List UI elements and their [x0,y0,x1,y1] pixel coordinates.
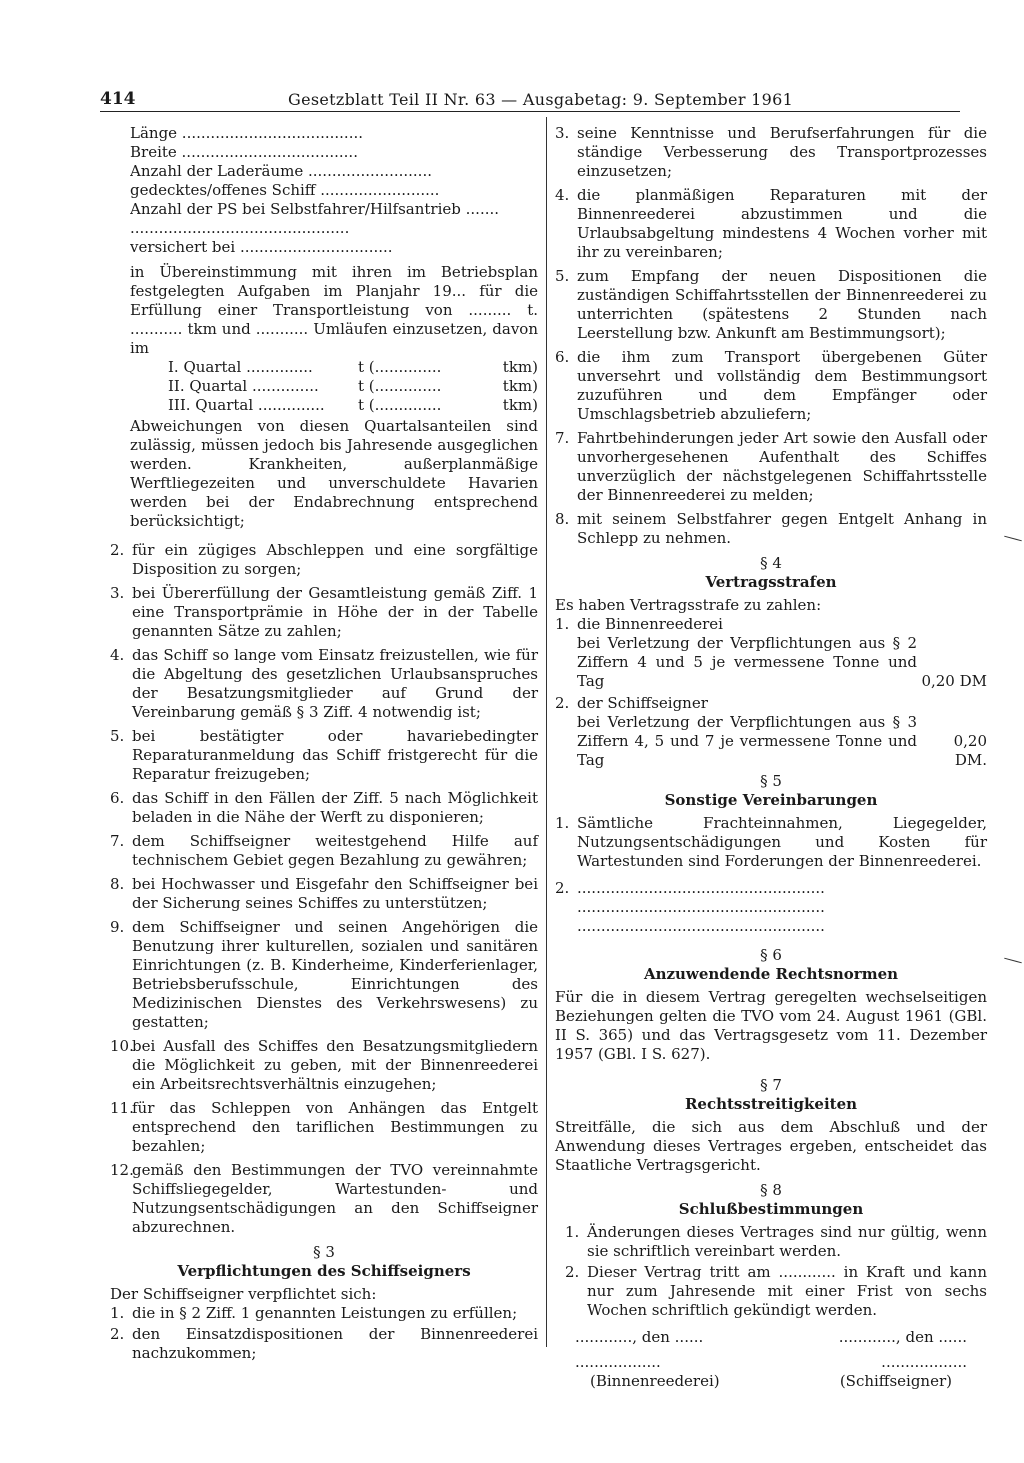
list-item [555,1263,987,1320]
signature-labels [555,1372,987,1391]
list-item [110,832,538,870]
signature-places [555,1328,987,1347]
section-number: § 8 [760,1181,782,1199]
item-number: 1. [555,615,570,633]
quarter-row [130,358,538,377]
section-title: Sonstige Vereinbarungen [664,791,878,809]
item-text: seine Kenntnisse und Berufserfahrungen für die ständige Verbesserung des Transportprozesses einzusetzen; [577,124,987,180]
item-number: 5. [555,267,570,285]
list-item [110,541,538,579]
list-item [110,875,538,913]
item-number: 7. [110,832,125,850]
section-title: Verpflichtungen des Schiffseigners [177,1262,471,1280]
item-number: 9. [110,918,125,936]
margin-mark [1004,958,1022,964]
deviation-paragraph: Abweichungen von diesen Quartalsanteilen sind zulässig, müssen jedoch bis Jahresende ausgeglichen werden. Krankheiten, außerplanmäßige Werftliegezeiten und unverschuldete Havarien werden bei der Endabrechnung entsprechend berücksichtigt; [130,417,538,530]
list-item [110,1304,538,1323]
list-item [555,879,987,936]
quarter-tonnage: t (.............. [358,358,442,376]
item-text: das Schiff so lange vom Einsatz freizustellen, wie für die Abgeltung des gesetzlichen Urlaubsanspruches der Besatzungsmitglieder auf Grund der Vereinbarung gemäß § 3 Ziff. 4 notwendig ist; [132,646,538,721]
item-text: für ein zügiges Abschleppen und eine sorgfältige Disposition zu sorgen; [132,541,538,578]
running-header [100,90,960,112]
item-text: bei bestätigter oder havariebedingter Reparaturanmeldung das Schiff fristgerecht für die Reparatur freizugeben; [132,727,538,783]
left-column [110,124,538,1368]
penalty-party: der Schiffseigner [577,694,708,712]
section-title: Anzuwendende Rechtsnormen [643,965,899,983]
field-line: versichert bei ................................ [130,238,393,256]
list-item [555,814,987,871]
signature-place-right: ............, den ...... [838,1328,967,1346]
item-number: 4. [110,646,125,664]
quarter-label: II. Quartal .............. [168,377,319,395]
list-item [110,1161,538,1237]
item-text: dem Schiffseigner und seinen Angehörigen die Benutzung ihrer kulturellen, sozialen und sanitären Einrichtungen (z. B. Kinderheime, Kinderferienlager, Betriebsberufsschule, Einrichtungen des Medizinischen Dienstes des Verkehrswesens) zu gestatten; [132,918,538,1031]
item-number: 11. [110,1099,134,1117]
field-line: .............................................. [130,219,350,237]
list-item [110,727,538,784]
field-line: gedecktes/offenes Schiff ......................... [130,181,440,199]
item-text: mit seinem Selbstfahrer gegen Entgelt Anhang in Schlepp zu nehmen. [577,510,987,547]
penalty-row [577,713,987,770]
signature-lines [555,1353,987,1372]
section-title: Rechtsstreitigkeiten [684,1095,858,1113]
penalty-item [555,615,987,691]
signature-label-left: (Binnenreederei) [590,1372,720,1390]
quarter-label: III. Quartal .............. [168,396,325,414]
item-number: 12. [110,1161,134,1179]
list-item [555,1223,987,1261]
item-text: Änderungen dieses Vertrages sind nur gültig, wenn sie schriftlich vereinbart werden. [587,1223,987,1260]
list-item [110,1099,538,1156]
item-number: 8. [110,875,125,893]
list-item [110,918,538,1032]
item-text: die planmäßigen Reparaturen mit der Binnenreederei abzustimmen und die Urlaubsabgeltung mindestens 4 Wochen vorher mit ihr zu vereinbaren; [577,186,987,261]
item-number: 8. [555,510,570,528]
list-item [110,646,538,722]
item-text: das Schiff in den Fällen der Ziff. 5 nach Möglichkeit beladen in die Nähe der Werft zu disponieren; [132,789,538,826]
item-text: die in § 2 Ziff. 1 genannten Leistungen zu erfüllen; [132,1304,518,1322]
item-text: zum Empfang der neuen Dispositionen die zuständigen Schiffahrtsstellen der Binnenreederei zu unterrichten (spätestens 2 Stunden nach Leerstellung bzw. Ankunft am Bestimmungsort); [577,267,987,342]
signature-place-left: ............, den ...... [575,1328,704,1346]
item-text: bei Hochwasser und Eisgefahr den Schiffseigner bei der Sicherung seines Schiffes zu unterstützen; [132,875,538,912]
quarter-row [130,377,538,396]
blank-line: .................................................... [577,898,825,916]
item-number: 6. [555,348,570,366]
field-line: Länge ...................................... [130,124,363,142]
item-number: 4. [555,186,570,204]
penalty-party: die Binnenreederei [577,615,723,633]
item-text: bei Übererfüllung der Gesamtleistung gemäß Ziff. 1 eine Transportprämie in Höhe der in der Tabelle genannten Sätze zu zahlen; [132,584,538,640]
blank-line: .................................................... [577,917,825,935]
penalty-amount: 0,20 DM. [953,732,987,769]
quarter-unit: tkm) [502,396,538,414]
item-text: den Einsatzdispositionen der Binnenreederei nachzukommen; [132,1325,538,1362]
item-text: die ihm zum Transport übergebenen Güter unversehrt und vollständig dem Bestimmungsort zuzuführen und dem Empfänger oder Umschlagsbetrieb abzuliefern; [577,348,987,423]
field-line: Anzahl der PS bei Selbstfahrer/Hilfsantrieb ....... [130,200,500,218]
item-number: 3. [555,124,570,142]
quarter-label: I. Quartal .............. [168,358,313,376]
section-intro: Der Schiffseigner verpflichtet sich: [110,1285,377,1303]
list-item [555,348,987,424]
field-line: Breite ..................................... [130,143,358,161]
signature-line-right: .................. [881,1353,967,1371]
quarter-row [130,396,538,415]
item-number: 3. [110,584,125,602]
list-item [555,429,987,505]
column-divider [546,117,547,1347]
list-item [555,267,987,343]
field-list [110,124,538,531]
list-item [110,789,538,827]
blank-line: .................................................... [577,879,825,897]
section-intro: Es haben Vertragsstrafe zu zahlen: [555,596,822,614]
item-number: 1. [555,814,570,832]
penalty-item [555,694,987,770]
right-column [555,124,987,1391]
item-text: bei Ausfall des Schiffes den Besatzungsmitgliedern die Möglichkeit zu geben, mit der Binnenreederei ein Arbeitsrechtsverhältnis einzugehen; [132,1037,538,1093]
item-text: für das Schleppen von Anhängen das Entgelt entsprechend den tariflichen Bestimmungen zu bezahlen; [132,1099,538,1155]
penalty-amount: 0,20 DM [921,672,987,690]
section-number: § 7 [760,1076,782,1094]
item-number: 2. [555,694,570,712]
signature-line-left: .................. [575,1353,661,1371]
item-number: 2. [565,1263,580,1281]
page-number: 414 [100,89,136,109]
margin-mark [1004,536,1022,542]
item-number: 2. [110,541,125,559]
item-text: dem Schiffseigner weitestgehend Hilfe auf technischem Gebiet gegen Bezahlung zu gewähren; [132,832,538,869]
item-number: 6. [110,789,125,807]
section-number: § 3 [313,1243,335,1261]
item-number: 2. [110,1325,125,1343]
list-item [555,510,987,548]
section-number: § 6 [760,946,782,964]
section-text: Für die in diesem Vertrag geregelten wechselseitigen Beziehungen gelten die TVO vom 24. August 1961 (GBl. II S. 365) und das Vertragsgesetz vom 11. Dezember 1957 (GBl. I S. 627). [555,988,987,1063]
item-number: 1. [565,1223,580,1241]
penalty-text: bei Verletzung der Verpflichtungen aus § 3 Ziffern 4, 5 und 7 je vermessene Tonne und Tag [577,713,917,769]
list-item [555,124,987,181]
section-number: § 5 [760,772,782,790]
list-item [555,186,987,262]
signature-label-right: (Schiffseigner) [839,1372,952,1390]
item-text: gemäß den Bestimmungen der TVO vereinnahmte Schiffsliegegelder, Wartestunden- und Nutzungsentschädigungen an den Schiffseigner abzurechnen. [132,1161,538,1236]
quarter-tonnage: t (.............. [358,377,442,395]
section-text: Streitfälle, die sich aus dem Abschluß und der Anwendung dieses Vertrages ergeben, entscheidet das Staatliche Vertragsgericht. [555,1118,987,1174]
item-text: Sämtliche Frachteinnahmen, Liegegelder, Nutzungsentschädigungen und Kosten für Wartestunden sind Forderungen der Binnenreederei. [577,814,987,870]
quarter-unit: tkm) [502,377,538,395]
section-title: Vertragsstrafen [705,573,837,591]
penalty-text: bei Verletzung der Verpflichtungen aus § 2 Ziffern 4 und 5 je vermessene Tonne und Tag [577,634,917,690]
section-title: Schlußbestimmungen [678,1200,864,1218]
quarter-unit: tkm) [502,358,538,376]
header-rule [100,111,960,112]
item-number: 1. [110,1304,125,1322]
item-number: 7. [555,429,570,447]
section-number: § 4 [760,554,782,572]
intro-paragraph: in Übereinstimmung mit ihren im Betriebsplan festgelegten Aufgaben im Planjahr 19... für die Erfüllung einer Transportleistung von ......... t. ........... tkm und ........... Umläufen einzusetzen, davon im [130,263,538,357]
list-item [110,1037,538,1094]
item-number: 10. [110,1037,134,1055]
item-number: 2. [555,879,570,897]
list-item [110,1325,538,1363]
quarter-tonnage: t (.............. [358,396,442,414]
item-text: Fahrtbehinderungen jeder Art sowie den Ausfall oder unvorhergesehenen Aufenthalt des Schiffes unverzüglich der nächstgelegenen Schiffahrtsstelle der Binnenreederei zu melden; [577,429,987,504]
item-number: 5. [110,727,125,745]
field-line: Anzahl der Laderäume .......................... [130,162,432,180]
list-item [110,584,538,641]
header-title: Gesetzblatt Teil II Nr. 63 — Ausgabetag: 9. September 1961 [288,90,794,109]
penalty-row [577,634,987,691]
item-text: Dieser Vertrag tritt am ............ in Kraft und kann nur zum Jahresende mit einer Frist von sechs Wochen schriftlich gekündigt werden. [587,1263,987,1319]
